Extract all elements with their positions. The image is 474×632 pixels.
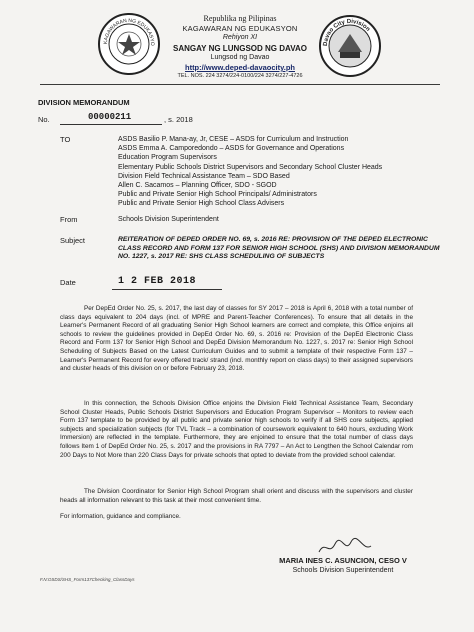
header-region: Rehiyon XI: [222, 34, 258, 41]
memo-title: DIVISION MEMORANDUM: [38, 98, 130, 107]
recipient-item: Allen C. Sacamos – Planning Officer, SDO - SGOD: [118, 182, 277, 190]
handwritten-signature: [315, 536, 375, 558]
subject-value: REITERATION OF DEPED ORDER NO. 69, s. 2016 RE: PROVISION OF THE DEPED ELECTRONIC CLASS RECORD AND FORM 137 FOR SENIOR HIGH SCHOOL (SHS) AND DIVISION MEMORANDUM NO. 1227, s. 2017 RE: SHS CLASS SCHEDULING OF SUBJECTS: [118, 236, 440, 261]
signatory-title: Schools Division Superintendent: [292, 567, 394, 574]
header-divider: [40, 84, 440, 85]
date-underline: [112, 289, 222, 290]
recipient-item: Public and Private Senior High School Class Advisers: [118, 200, 285, 208]
to-label: TO: [60, 135, 71, 144]
header-telephone: TEL. NOS. 224 3274/224-0100/224 3274/227-4726: [177, 73, 303, 79]
header-division: SANGAY NG LUNGSOD NG DAVAO: [173, 44, 307, 53]
memo-number-underline: [60, 124, 162, 125]
recipient-item: Public and Private Senior High School Principals/ Administrators: [118, 191, 317, 199]
from-value: Schools Division Superintendent: [118, 216, 219, 223]
recipient-list: [118, 135, 382, 209]
date-stamp: 1 2 FEB 2018: [118, 276, 197, 287]
body-paragraph-1: Per DepEd Order No. 25, s. 2017, the last day of classes for SY 2017 – 2018 is April 6, 2018 with a total number of class days equivalent to 204 days (incl. of MPRE and Parent-Teacher Conferences). To ensure that all details in the Learner's Permanent Record of all graduating Senior High School learners are correct and complete, this Office enjoins all schools to review the guidelines provided in DepEd Order No. 69, s. 2016 re: Provision of the DepEd Electronic Class Record and Form 137 for Senior High School and DepEd Division Memorandum No. 1227, s. 2017 re: Senior High School Scheduling of Subjects Based on the Latest Curriculum Guides and to submit a template of their respective Form 137 – Learner's Permanent Record for every offered track/ strand (incl. monthly report on class days) to their assigned supervisors and cluster heads of this division on or before February 23, 2018.: [60, 305, 413, 373]
memo-year: , s. 2018: [164, 115, 193, 124]
seal-left-text: KAGAWARAN NG EDUKASYO: [102, 17, 156, 46]
from-label: From: [60, 215, 78, 224]
header-website-link[interactable]: http://www.deped-davaocity.ph: [184, 63, 295, 72]
body-paragraph-4: For information, guidance and compliance.: [60, 513, 181, 520]
davao-division-seal-logo: [318, 14, 382, 78]
recipient-item: ASDS Basilio P. Mana-ay, Jr, CESE – ASDS for Curriculum and Instruction: [118, 136, 349, 143]
file-reference: F.N:OSDS/SHS_Form137Checking_ClassDays: [40, 577, 135, 582]
recipient-item: Elementary Public Schools District Supervisors and Secondary School Cluster Heads: [118, 163, 383, 171]
signatory-name: MARIA INES C. ASUNCION, CESO V: [279, 556, 407, 565]
deped-seal-logo: [97, 12, 161, 76]
recipient-item: ASDS Emma A. Camporedondo – ASDS for Governance and Operations: [118, 145, 345, 153]
header-republic: Republika ng Pilipinas: [203, 14, 277, 23]
header-city: Lungsod ng Davao: [210, 54, 270, 61]
date-label: Date: [60, 278, 76, 287]
subject-label: Subject: [60, 236, 86, 245]
seal-right-text: Davao City Division: [322, 18, 371, 47]
header-department: KAGAWARAN NG EDUKASYON: [182, 24, 298, 33]
body-paragraph-2: In this connection, the Schools Division Office enjoins the Division Field Technical Assistance Team, Secondary School Cluster Heads, Public Schools District Supervisors and Education Program Supervisor – Monitors to review each Form 137 template to be provided by all public and private senior high schools to verify if all SHS core subjects, applied subjects and specialization subjects (for TVL Track – a combination of coursework equivalent to 640 hours, excluding Work Immersion) are reflected in the template. Furthermore, they are enjoined to ensure that the total number of class days follows Item 1 of DepEd Order No. 25, s. 2017 and the provisions in RA 7797 – An Act to Lengthen the School Calendar rom 200 Days to Not More than 220 Class Days for private schools that opted to deviate from the provided school calendar.: [60, 400, 413, 459]
recipient-item: Education Program Supervisors: [118, 154, 217, 162]
memo-number-value: 00000211: [88, 112, 132, 122]
memo-number-label: No.: [38, 115, 50, 124]
body-paragraph-3: The Division Coordinator for Senior High School Program shall orient and discuss with the supervisors and cluster heads all information relevant to this task at their most convenient time.: [60, 488, 413, 504]
recipient-item: Division Field Technical Assistance Team – SDO Based: [118, 172, 290, 180]
